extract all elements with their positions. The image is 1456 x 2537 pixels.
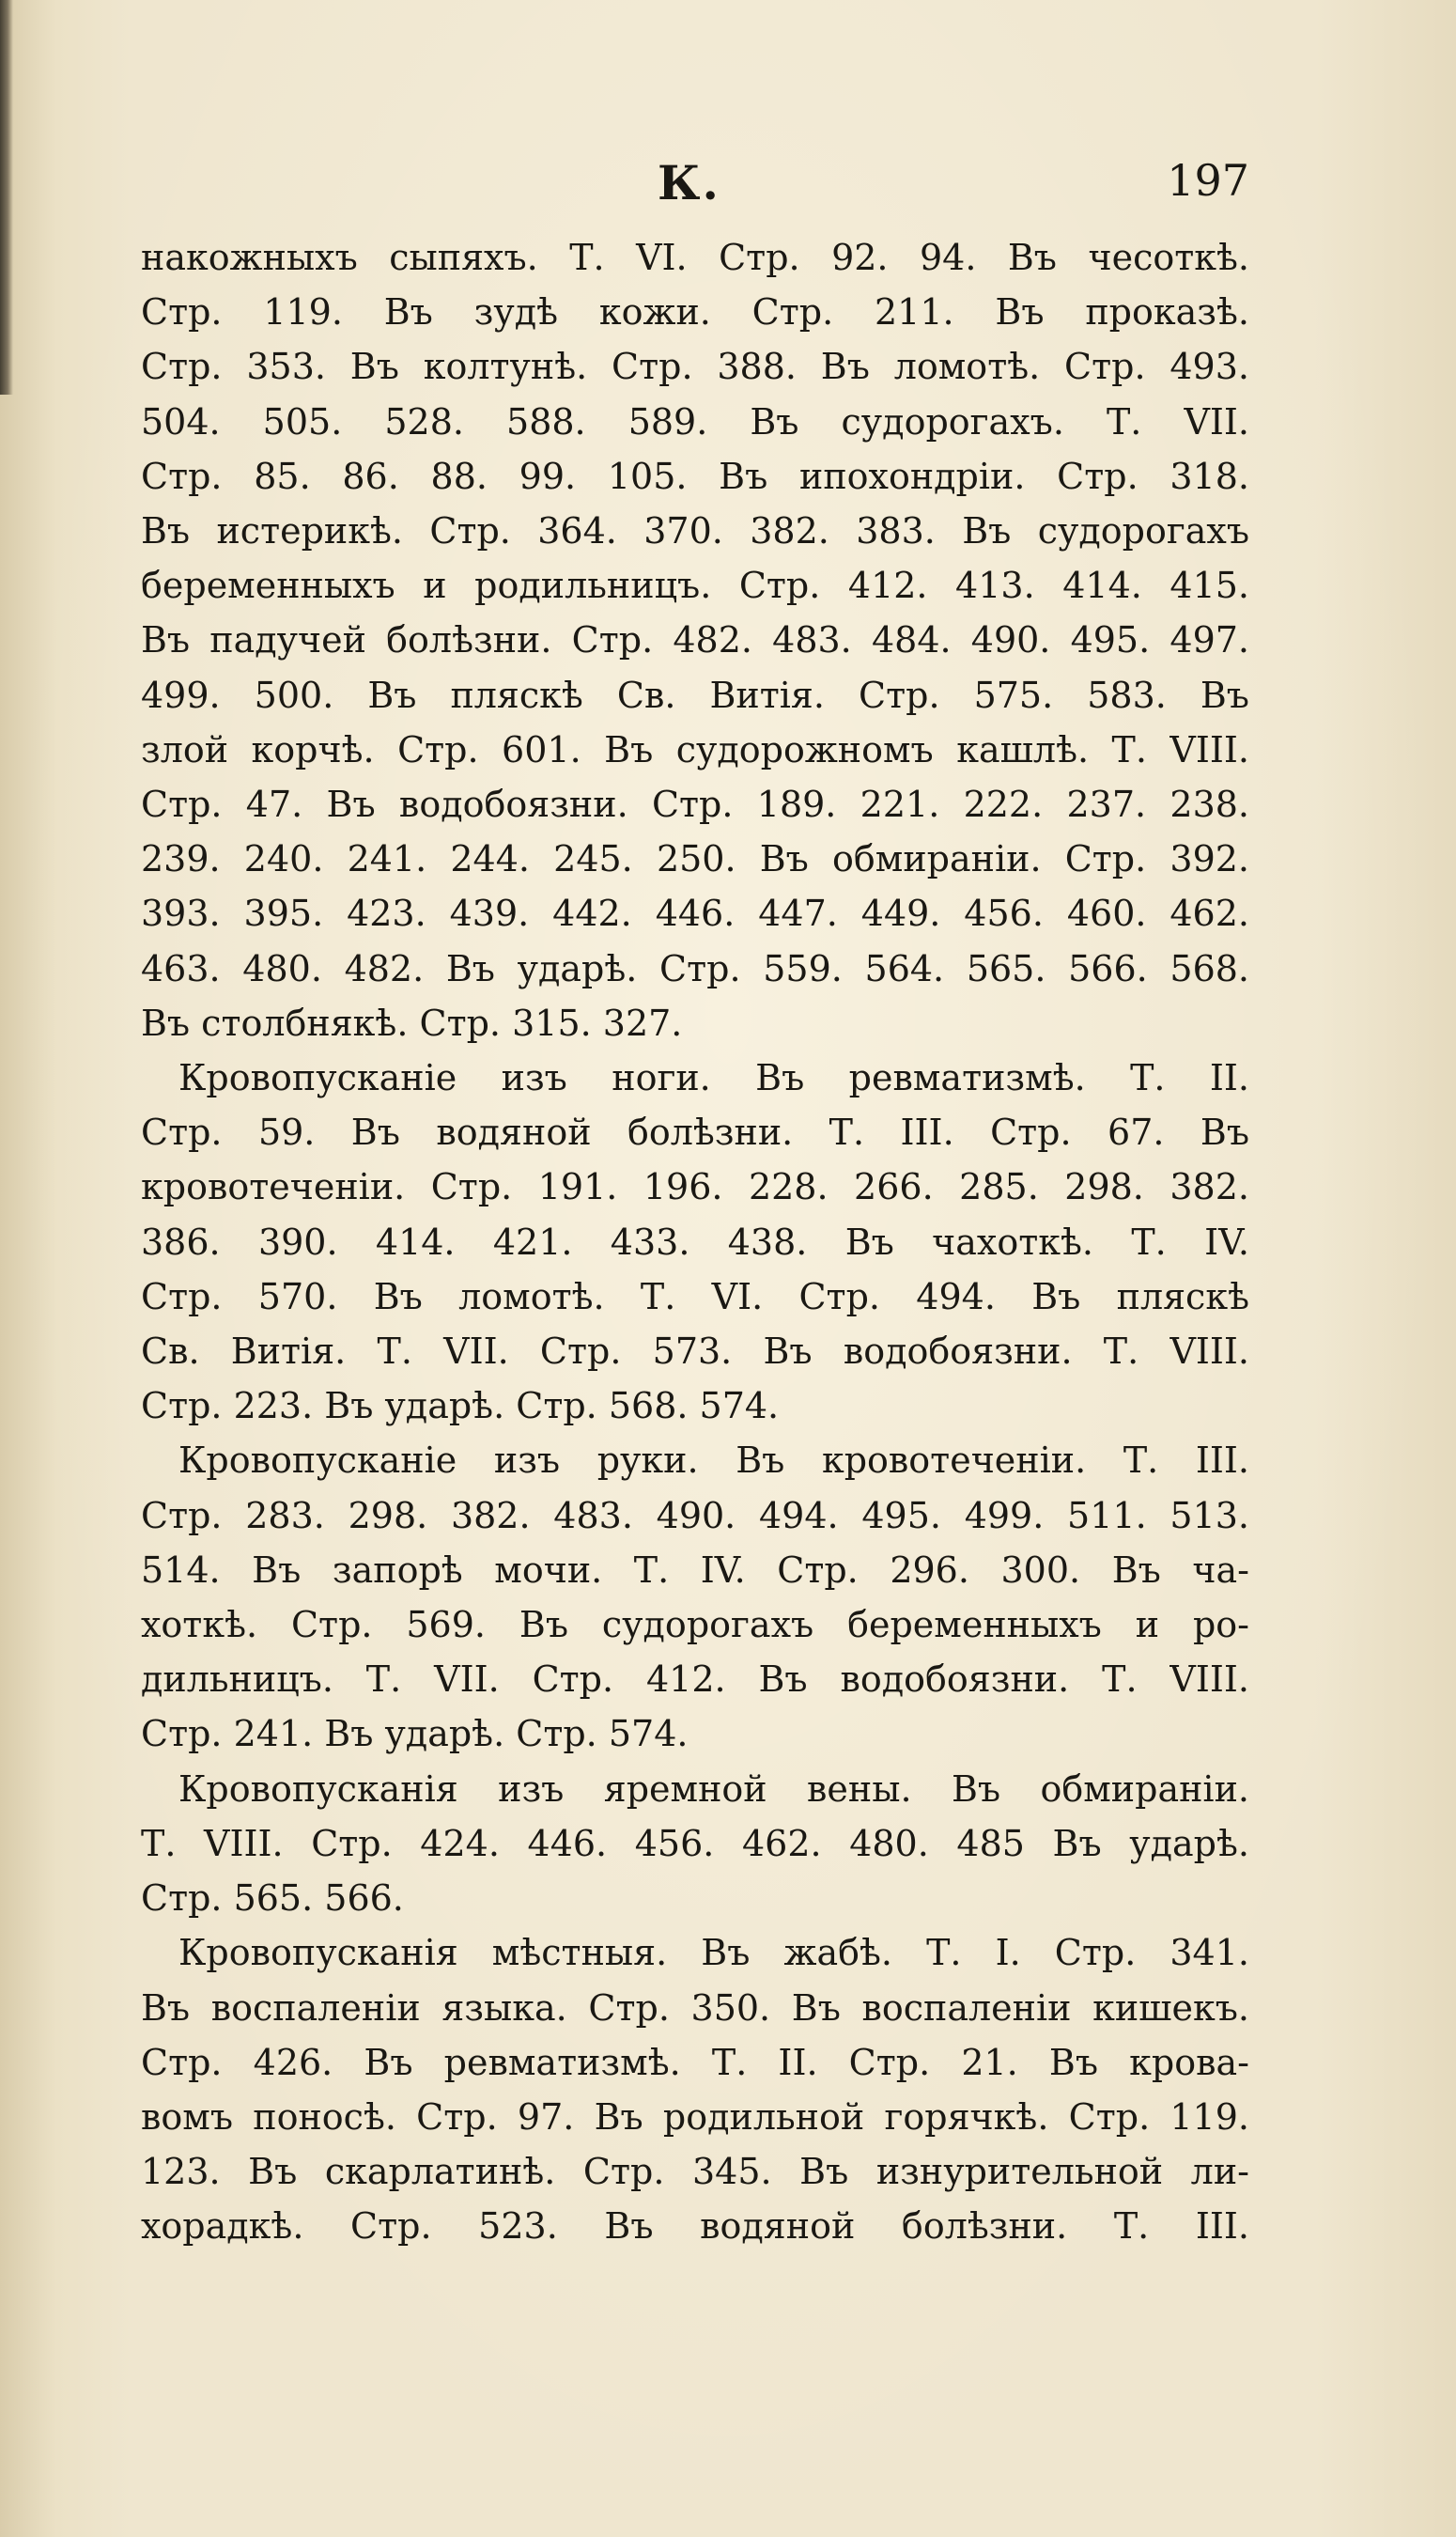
section-letter: К. — [658, 155, 720, 210]
text-line: вомъ поносѣ. Стр. 97. Въ родильной горячкѣ. Стр. 119. — [141, 2095, 1249, 2138]
index-entry-jugular-bloodletting — [141, 1762, 1249, 1926]
text-line: Стр. 47. Въ водобоязни. Стр. 189. 221. 222. 237. 238. — [141, 784, 1249, 826]
text-line: злой корчѣ. Стр. 601. Въ судорожномъ кашлѣ. Т. VIII. — [141, 728, 1249, 770]
text-line: хорадкѣ. Стр. 523. Въ водяной болѣзни. Т. III. — [141, 2205, 1249, 2248]
text-line: Стр. 426. Въ ревматизмѣ. Т. II. Стр. 21. Въ крова- — [141, 2041, 1249, 2083]
text-line: Т. VIII. Стр. 424. 446. 456. 462. 480. 485 Въ ударѣ. — [141, 1822, 1249, 1864]
text-line: Стр. 85. 86. 88. 99. 105. Въ ипохондріи. Стр. 318. — [141, 455, 1249, 497]
index-entry-leg-bloodletting — [141, 1051, 1249, 1433]
text-line: Стр. 223. Въ ударѣ. Стр. 568. 574. — [141, 1385, 780, 1427]
text-line: 514. Въ запорѣ мочи. Т. IV. Стр. 296. 300. Въ ча- — [141, 1549, 1249, 1591]
text-line: 499. 500. Въ пляскѣ Св. Витія. Стр. 575. 583. Въ — [141, 674, 1249, 716]
text-line: Въ воспаленіи языка. Стр. 350. Въ воспаленіи кишекъ. — [141, 1986, 1249, 2029]
text-line: 239. 240. 241. 244. 245. 250. Въ обмираніи. Стр. 392. — [141, 838, 1249, 880]
text-line: Стр. 241. Въ ударѣ. Стр. 574. — [141, 1713, 689, 1755]
text-line: 463. 480. 482. Въ ударѣ. Стр. 559. 564. 565. 566. 568. — [141, 947, 1249, 989]
text-line: кровотеченіи. Стр. 191. 196. 228. 266. 285. 298. 382. — [141, 1166, 1249, 1208]
entry-heading-line: Кровопусканія изъ яремной вены. Въ обмираніи. — [178, 1767, 1249, 1810]
entry-heading-line: Кровопусканіе изъ ноги. Въ ревматизмѣ. Т. II. — [178, 1057, 1249, 1099]
index-entry-local-bloodletting — [141, 1925, 1249, 2253]
index-entry-arm-bloodletting — [141, 1433, 1249, 1761]
text-line: Стр. 119. Въ зудѣ кожи. Стр. 211. Въ проказѣ. — [141, 291, 1249, 334]
page-edge-shadow — [0, 0, 13, 395]
text-line: 504. 505. 528. 588. 589. Въ судорогахъ. Т. VII. — [141, 400, 1249, 443]
text-line: Въ падучей болѣзни. Стр. 482. 483. 484. 490. 495. 497. — [141, 619, 1249, 661]
text-line: дильницъ. Т. VII. Стр. 412. Въ водобоязни. Т. VIII. — [141, 1658, 1249, 1701]
text-line: Въ истерикѣ. Стр. 364. 370. 382. 383. Въ судорогахъ — [141, 510, 1249, 553]
entry-continuation — [141, 230, 1249, 1051]
entry-heading-line: Кровопусканія мѣстныя. Въ жабѣ. Т. I. Стр. 341. — [178, 1932, 1249, 1974]
text-line: Стр. 283. 298. 382. 483. 490. 494. 495. 499. 511. 513. — [141, 1494, 1249, 1536]
text-line: хоткѣ. Стр. 569. Въ судорогахъ беременныхъ и ро- — [141, 1604, 1249, 1646]
text-line: 386. 390. 414. 421. 433. 438. Въ чахоткѣ. Т. IV. — [141, 1221, 1249, 1263]
text-line: Въ столбнякѣ. Стр. 315. 327. — [141, 1002, 683, 1044]
entry-heading-line: Кровопусканіе изъ руки. Въ кровотеченіи. Т. III. — [178, 1440, 1249, 1482]
text-line: Стр. 565. 566. — [141, 1877, 404, 1920]
text-line: 393. 395. 423. 439. 442. 446. 447. 449. 456. 460. 462. — [141, 893, 1249, 935]
text-line: Стр. 353. Въ колтунѣ. Стр. 388. Въ ломотѣ. Стр. 493. — [141, 346, 1249, 388]
page-number: 197 — [1167, 155, 1249, 206]
text-line: Стр. 570. Въ ломотѣ. Т. VI. Стр. 494. Въ пляскѣ — [141, 1275, 1249, 1317]
text-line: накожныхъ сыпяхъ. Т. VI. Стр. 92. 94. Въ чесоткѣ. — [141, 237, 1249, 278]
running-head — [141, 155, 1249, 221]
text-line: Стр. 59. Въ водяной болѣзни. Т. III. Стр. 67. Въ — [141, 1112, 1249, 1154]
text-line: беременныхъ и родильницъ. Стр. 412. 413. 414. 415. — [141, 565, 1249, 607]
index-text-block — [141, 230, 1249, 2254]
text-line: Св. Витія. Т. VII. Стр. 573. Въ водобоязни. Т. VIII. — [141, 1331, 1249, 1373]
text-line: 123. Въ скарлатинѣ. Стр. 345. Въ изнурительной ли- — [141, 2151, 1249, 2193]
